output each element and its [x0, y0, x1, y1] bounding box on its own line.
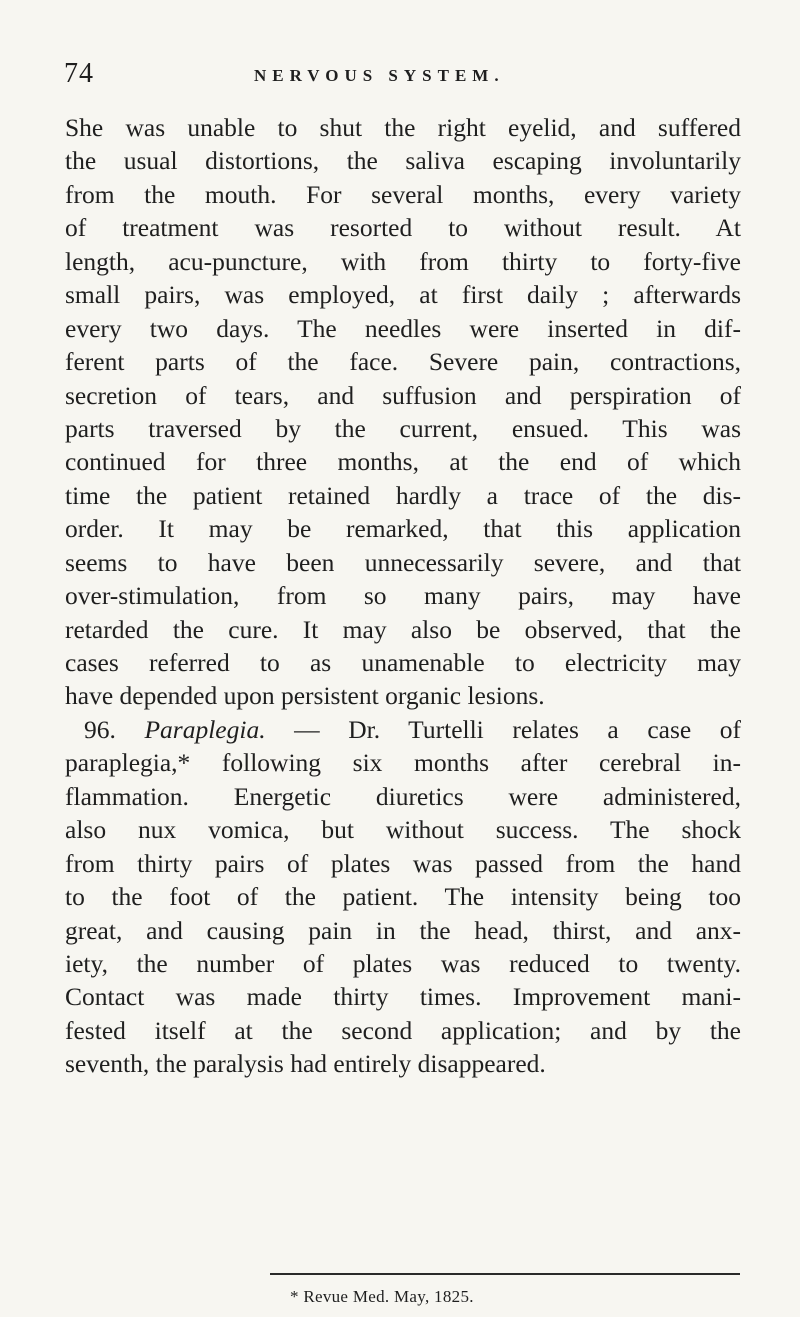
text-line: time the patient retained hardly a trace of the dis-	[65, 480, 741, 510]
text-line: to the foot of the patient. The intensity being too	[65, 882, 741, 912]
section-number: 96.	[84, 714, 116, 744]
text-line: ferent parts of the face. Severe pain, contractions,	[65, 347, 741, 377]
text-line: seventh, the paralysis had entirely disappeared.	[65, 1049, 546, 1079]
footnote-rule	[270, 1273, 740, 1275]
section-first-line-text: — Dr. Turtelli relates a case of	[265, 714, 741, 744]
page-number: 74	[64, 58, 94, 89]
text-line: small pairs, was employed, at first daily ; afterwards	[65, 280, 741, 310]
text-line: have depended upon persistent organic lesions.	[65, 681, 545, 711]
text-line: also nux vomica, but without success. The shock	[65, 815, 741, 845]
text-line: of treatment was resorted to without result. At	[65, 213, 741, 243]
text-line: order. It may be remarked, that this application	[65, 514, 741, 544]
text-line: from the mouth. For several months, every variety	[65, 179, 741, 209]
text-line: over-stimulation, from so many pairs, may have	[65, 581, 741, 611]
text-line: fested itself at the second application; and by the	[65, 1015, 741, 1045]
text-line: secretion of tears, and suffusion and perspiration of	[65, 380, 741, 410]
footnote: * Revue Med. May, 1825.	[290, 1287, 474, 1306]
body-text	[65, 111, 741, 1081]
text-line: flammation. Energetic diuretics were administered,	[65, 781, 741, 811]
text-line: paraplegia,* following six months after cerebral in-	[65, 748, 741, 778]
text-line: cases referred to as unamenable to electricity may	[65, 648, 741, 677]
running-head	[64, 58, 754, 92]
text-line: iety, the number of plates was reduced to twenty.	[65, 948, 741, 978]
text-line: seems to have been unnecessarily severe, and that	[65, 547, 741, 577]
text-line: parts traversed by the current, ensued. This was	[65, 413, 741, 443]
text-line: the usual distortions, the saliva escaping involuntarily	[65, 146, 741, 176]
running-title: NERVOUS SYSTEM.	[254, 66, 505, 85]
section-heading-line	[65, 713, 741, 746]
text-line: continued for three months, at the end of which	[65, 447, 741, 477]
section-heading: Paraplegia.	[144, 714, 266, 744]
text-line: length, acu-puncture, with from thirty to forty-five	[65, 246, 741, 276]
text-line: great, and causing pain in the head, thirst, and anx-	[65, 915, 741, 945]
text-line: retarded the cure. It may also be observed, that the	[65, 614, 741, 644]
text-line: every two days. The needles were inserted in dif-	[65, 313, 741, 343]
text-line: She was unable to shut the right eyelid, and suffered	[65, 113, 741, 142]
text-line: from thirty pairs of plates was passed from the hand	[65, 848, 741, 878]
text-line: Contact was made thirty times. Improvement mani-	[65, 982, 741, 1012]
